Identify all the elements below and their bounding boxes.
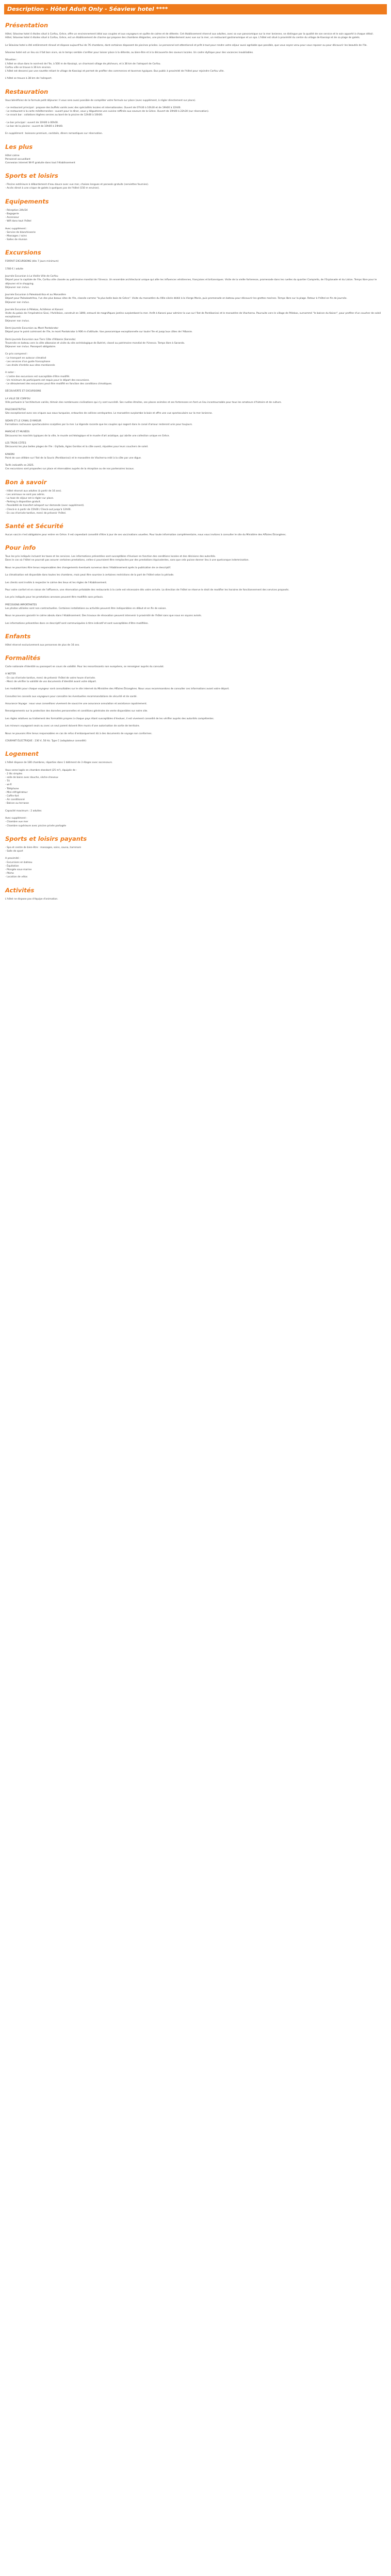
paragraph: [5, 393, 386, 397]
paragraph: A NOTER: [5, 673, 16, 676]
paragraph: [5, 813, 386, 817]
section-title: Excursions: [5, 249, 41, 257]
paragraph: - 2 lits simples: [5, 772, 23, 775]
section-title: Sports et loisirs: [5, 172, 58, 180]
paragraph: [5, 334, 386, 337]
spacer: [5, 386, 386, 389]
paragraph: - Les services d'un guide francophone: [5, 360, 51, 363]
paragraph: Situation :: [5, 59, 18, 62]
paragraph: Les mineurs voyageant seuls ou avec un seul parent doivent être munis d'une autorisation de sortie de territoire.: [5, 725, 140, 728]
paragraph: [5, 290, 386, 293]
paragraph: Les règles relatives au traitement des formalités propres à chaque pays étant susceptibles d'évoluer, il est vivement conseillé de les vérifier auprès des autorités compétentes.: [5, 717, 215, 720]
paragraph: [5, 577, 386, 581]
paragraph: Journée Excursion à Paleokastritsa et au Monastère: [5, 294, 66, 297]
paragraph: Déjeuner non inclus.: [5, 301, 30, 304]
paragraph: Déjeuner non inclus.: [5, 286, 30, 289]
paragraph: - Balcon ou terrasse: [5, 802, 29, 805]
paragraph: [5, 416, 386, 419]
section: [0, 386, 391, 471]
paragraph: Séaview hotel est un lieu où il fait bon vivre, où le temps semble s'arrêter pour laisser place à la détente, au bien-être et à la découverte des saveurs locales. Un cadre idyllique pour des vacances inoubliables.: [5, 51, 254, 54]
section-title: Les plus: [5, 143, 33, 150]
paragraph: Site exceptionnel avec ses criques aux eaux turquoise, entourées de collines verdoyantes. Le monastère surplombe la baie et offre une vue spectaculaire sur la mer Ionienne.: [5, 412, 213, 415]
paragraph: - Spa et centre de bien-être : massages, soins, sauna, hammam: [5, 846, 82, 849]
paragraph: - Chambre vue mer: [5, 821, 28, 824]
paragraph: - Hôtel réservé aux adultes (à partir de 16 ans).: [5, 489, 62, 493]
paragraph: - Check-in à partir de 15h00 / Check-out jusqu'à 12h00.: [5, 508, 72, 511]
paragraph: [5, 714, 386, 717]
paragraph: - Location de vélos: [5, 876, 28, 879]
paragraph: 1780 € / adulte: [5, 267, 24, 270]
section: [0, 887, 391, 901]
section-title: Logement: [5, 750, 39, 758]
paragraph: [5, 728, 386, 732]
section: [0, 654, 391, 743]
paragraph: [5, 223, 386, 227]
paragraph: [5, 736, 386, 739]
paragraph: [5, 765, 386, 768]
paragraph: - Équitation: [5, 865, 19, 868]
paragraph: [5, 304, 386, 308]
paragraph: [5, 323, 386, 327]
paragraph: Traversée en bateau vers la côte albanaise et visite du site archéologique de Butrint, classé au patrimoine mondial de l'Unesco. Temps libre à Saranda.: [5, 342, 185, 345]
paragraph: - La taxe de séjour est à régler sur place.: [5, 497, 54, 500]
paragraph: [5, 367, 386, 371]
paragraph: Avec supplément :: [5, 227, 27, 230]
paragraph: [5, 721, 386, 724]
paragraph: - En cas d'arrivée tardive, merci de prévenir l'hôtel.: [5, 512, 67, 515]
paragraph: Vous serez logés en chambre standard (25 m²), équipée de :: [5, 769, 77, 772]
paragraph: Connexion internet Wi-Fi gratuite dans tout l'établissement: [5, 161, 75, 164]
paragraph: L'hôtel se situe dans le nord-est de l'île, à 500 m de Kassiopi, un charmant village de pêcheurs, et à 38 km de l'aéroport de Corfou.: [5, 62, 161, 65]
paragraph: Avec supplément :: [5, 817, 27, 820]
paragraph: Visite du palais de l'impératrice Sissi, l'Achilleion, construit en 1890, entouré de magnifiques jardins surplombant la mer. Arrêt à Kanoni pour admirer la vue sur l'îlot de Pontikonissi et le monastère de Vlacherna. Poursuite vers le village de Pélekas, surnommé "le balcon du Kaiser", pour profiter d'un coucher de soleil exceptionnel.: [5, 312, 381, 319]
paragraph: [5, 618, 386, 622]
paragraph: Carte nationale d'identité ou passeport en cours de validité. Pour les ressortissants non européens, se renseigner auprès du consulat.: [5, 666, 165, 669]
section: [0, 249, 391, 386]
paragraph: Journée Excursion à La Vieille Ville de Corfou: [5, 275, 58, 278]
paragraph: [5, 40, 386, 43]
section-title: Présentation: [5, 22, 48, 29]
paragraph: Capacité maximum : 2 adultes: [5, 809, 42, 812]
paragraph: Découvrez les plus belles plages de l'île : Glyfada, Agios Gordios et la côte ouest, réputées pour leurs couchers de soleil.: [5, 446, 149, 449]
paragraph: SIDARI ET LE CANAL D'AMOUR: [5, 419, 41, 422]
paragraph: Hôtel calme: [5, 154, 20, 157]
paragraph: L'hôtel est desservi par une navette reliant le village de Kassiopi et permet de profiter des commerces et tavernes typiques. Bus public à proximité de l'hôtel pour rejoindre Corfou ville.: [5, 70, 224, 73]
paragraph: Assurance Voyage : nous vous conseillons vivement de souscrire une assurance annulation et assistance rapatriement.: [5, 703, 148, 706]
paragraph: - Un minimum de participants est requis pour le départ des excursions.: [5, 379, 90, 382]
paragraph: - Bagagerie: [5, 212, 19, 215]
paragraph: [5, 600, 386, 603]
section-title: Formalités: [5, 654, 41, 662]
paragraph: [5, 449, 386, 452]
paragraph: Les clients sont invités à respecter le calme des lieux et les règles de l'établissement.: [5, 581, 107, 584]
paragraph: - Possibilité de transfert aéroport sur demande (avec supplément).: [5, 504, 85, 507]
paragraph: Corfou ville se trouve à 36 km environ.: [5, 66, 52, 69]
paragraph: [5, 73, 386, 77]
paragraph: - Massages / soins: [5, 234, 27, 238]
section: [0, 479, 391, 515]
section: [0, 143, 391, 165]
paragraph: [5, 128, 386, 132]
paragraph: - Salle de sport: [5, 850, 23, 853]
section-title: Restauration: [5, 88, 48, 95]
paragraph: Hôtel, Séaview hotel 4 étoiles situé à Corfou, Grèce, est un établissement de charme qui propose des chambres élégantes, une piscine à débordement avec vue sur la mer, un restaurant gastronomique et un spa. L'hôtel est situé à proximité du centre du village de Kassiopi et de sa plage de galets.: [5, 37, 361, 40]
paragraph: Consultez les conseils aux voyageurs pour connaître les éventuelles recommandations de sécurité et de santé.: [5, 695, 137, 698]
paragraph: - Les animaux ne sont pas admis.: [5, 493, 45, 496]
paragraph: Ce prix comprend :: [5, 353, 28, 356]
section-title: Activités: [5, 886, 35, 894]
paragraph: [5, 47, 386, 51]
paragraph: Point de vue célèbre sur l'îlot de la Souris (Pontikonissi) et le monastère de Vlacherna relié à la côte par une digue.: [5, 456, 142, 460]
paragraph: Nous ne pouvons garantir le calme absolu dans l'établissement. Des travaux de rénovation peuvent intervenir à proximité de l'hôtel sans que nous en soyons avisés.: [5, 615, 202, 618]
paragraph: - Accès direct à une crique de galets à quelques pas de l'hôtel (150 m environ).: [5, 187, 100, 190]
paragraph: - Ascenseur: [5, 216, 19, 219]
paragraph: Formations rocheuses spectaculaires sculptées par la mer. La légende raconte que les couples qui nagent dans le canal d'amour resteront unis pour toujours.: [5, 423, 193, 426]
paragraph: Les photos utilisées sont non contractuelles. Certaines installations ou activités peuvent être indisponibles en début et en fin de saison.: [5, 607, 167, 610]
paragraph: [5, 271, 386, 275]
section: [0, 750, 391, 828]
paragraph: PALEOKASTRITSA: [5, 409, 26, 412]
paragraph: [5, 669, 386, 672]
paragraph: Départ pour Paleokastritsa, l'un des plus beaux sites de l'île, classée comme "la plus belle baie de Grèce". Visite du monastère du XIIIe siècle dédié à la Vierge Marie, puis promenade en bateau pour découvrir les grottes marines. Temps libre sur la plage. Retour à l'hôtel en fin de journée.: [5, 297, 348, 300]
paragraph: Déjeuner non inclus.: [5, 319, 30, 323]
paragraph: Ces excursions sont proposées sur place et réservables auprès de la réception ou de nos partenaires locaux.: [5, 468, 135, 471]
paragraph: En supplément : boissons premium, cocktails, dîners romantiques sur réservation.: [5, 132, 103, 135]
paragraph: Départ pour le point culminant de l'île, le mont Pantokrator à 906 m d'altitude. Vue panoramique exceptionnelle sur toute l'île et jusqu'aux côtes de l'Albanie.: [5, 331, 193, 334]
paragraph: - Merci de vérifier la validité de vos documents d'identité avant votre départ.: [5, 680, 97, 683]
section-title: Santé et Sécurité: [5, 522, 63, 530]
paragraph: [5, 438, 386, 442]
paragraph: Journée Excursion à Pélekas, Achilleion et Kanoni: [5, 308, 63, 311]
paragraph: - En cas d'arrivée tardive, merci de prévenir l'hôtel de votre heure d'arrivée.: [5, 676, 96, 680]
paragraph: [5, 706, 386, 709]
paragraph: MARCHÉ ET MUSÉES: [5, 431, 30, 434]
paragraph: [5, 404, 386, 408]
paragraph: - salle de bains avec douche, sèche-cheveux: [5, 776, 58, 779]
paragraph: A proximité :: [5, 857, 21, 860]
paragraph: COURANT ÉLECTRIQUE : 230 V, 50 Hz. Type C (adaptateur conseillé): [5, 740, 87, 743]
paragraph: - Téléphone: [5, 787, 19, 790]
paragraph: - Excursions en bateau: [5, 861, 32, 864]
paragraph: - Le restaurant principal : propose des buffets variés avec des spécialités locales et internationales. Ouvert de 07h30 à 10h30 et de 19h00 à 22h00.: [5, 106, 182, 109]
paragraph: Découvrez les marchés typiques de la ville, le musée archéologique et le musée d'art asiatique, qui abrite une collection unique en Grèce.: [5, 434, 170, 437]
section: [0, 835, 391, 879]
paragraph: - Plongée sous-marine: [5, 869, 32, 872]
paragraph: [5, 570, 386, 573]
paragraph: - Pêche: [5, 872, 14, 875]
paragraph: Nous ne pouvons être tenus responsables en cas de refus d'embarquement dû à des documents de voyage non conformes.: [5, 732, 152, 735]
paragraph: - L'ordre des excursions est susceptible d'être modifié.: [5, 375, 70, 378]
paragraph: Aucun vaccin n'est obligatoire pour entrer en Grèce. Il est cependant conseillé d'être à jour de ses vaccinations usuelles. Pour toute information complémentaire, nous vous invitons à consulter le site du Ministère des Affaires Étrangères.: [5, 533, 286, 536]
paragraph: - Le transport en autocar climatisé: [5, 357, 46, 360]
paragraph: - TV: [5, 780, 10, 783]
paragraph: - Le déroulement des excursions peut être modifié en fonction des conditions climatiques.: [5, 382, 112, 385]
paragraph: - Mini-réfrigérateur: [5, 791, 28, 794]
paragraph: Départ pour la capitale de l'île, Corfou ville classée au patrimoine mondial de l'Unesco. Un ensemble architectural unique qui allie les influences vénitiennes, françaises et britanniques. Visite de la vieille forteresse, promenade dans les ruelles du quartier Campiello, de l'Esplanade et du Liston. Temps libre pour le déjeuner et le shopping.: [5, 279, 377, 285]
paragraph: [5, 55, 386, 58]
paragraph: [5, 806, 386, 809]
paragraph: [5, 103, 386, 106]
paragraph: [5, 585, 386, 588]
paragraph: [5, 264, 386, 267]
paragraph: Vous bénéficiez de la formule petit déjeuner. Il vous sera aussi possible de compléter votre formule sur place (avec supplément, à régler directement sur place).: [5, 99, 196, 102]
paragraph: Tous les prix indiqués incluent les taxes et les services. Les informations présentées sont susceptibles d'évoluer en fonction des conditions locales et des décisions des autorités.: [5, 555, 216, 558]
paragraph: - Wifi dans tout l'hôtel: [5, 220, 31, 223]
paragraph: Hôtel réservé exclusivement aux personnes de plus de 16 ans.: [5, 643, 80, 647]
paragraph: - Air conditionné: [5, 799, 25, 802]
paragraph: - Les droits d'entrée aux sites mentionnés: [5, 364, 55, 367]
paragraph: Les modalités pour chaque voyageur sont consultables sur le site internet du Ministère des Affaires Étrangères. Nous vous recommandons de consulter ces informations avant votre départ.: [5, 688, 230, 691]
section: [0, 172, 391, 190]
paragraph: - Parking à disposition gratuit.: [5, 501, 41, 504]
section: [0, 198, 391, 242]
paragraph: [5, 699, 386, 702]
paragraph: Dans le cas où l'hôtel ne pourrait pas assurer certaines prestations, celles-ci pourraient être remplacées par des prestations équivalentes, sans que cela puisse donner lieu à une quelconque indemnisation.: [5, 559, 249, 562]
paragraph: - Piscine extérieure à débordement d'eau douce avec vue mer, chaises longues et parasols gratuits (serviettes fournies).: [5, 183, 149, 187]
section-title: Bon à savoir: [5, 478, 47, 486]
paragraph: [5, 563, 386, 566]
paragraph: - Réception 24h/24: [5, 209, 28, 212]
paragraph: [5, 427, 386, 430]
section: [0, 88, 391, 136]
paragraph: A noter :: [5, 371, 15, 375]
paragraph: Nous ne pourrions être tenus responsables des changements éventuels survenus dans l'établissement après la publication de ce descriptif.: [5, 566, 171, 569]
section: [0, 22, 391, 81]
paragraph: Personnel accueillant: [5, 158, 30, 161]
paragraph: Tarifs indicatifs en 2025.: [5, 464, 35, 467]
section-title: Equipements: [5, 197, 49, 205]
paragraph: LES TROIS CÔTES: [5, 442, 26, 445]
paragraph: Pour votre confort et en raison de l'affluence, une réservation préalable des restaurants à la carte est nécessaire dès votre arrivée. La direction de l'hôtel se réserve le droit de modifier les horaires de fonctionnement des services proposés.: [5, 588, 289, 591]
section: [0, 544, 391, 625]
paragraph: La climatisation est disponible dans toutes les chambres, mais peut être soumise à certaines restrictions de la part de l'hôtel selon la période.: [5, 574, 174, 577]
paragraph: Ville portuaire à l'architecture variée, témoin des nombreuses civilisations qui s'y sont succédé. Ses ruelles étroites, ses places animées et ses forteresses en font un lieu incontournable pour tous les amateurs d'histoire et de culture.: [5, 401, 282, 404]
paragraph: L'hôtel dispose de 180 chambres, réparties dans 1 bâtiment de 3 étages avec ascenseurs.: [5, 761, 113, 765]
paragraph: Hôtel, Séaview hotel 4 étoiles situé à Corfou, Grèce, offre un environnement idéal aux couples et aux voyageurs en quête de calme et de détente. Cet établissement réservé aux adultes, avec sa vue panoramique sur la mer Ionienne, se distingue par la qualité de son service et le soin apporté à chaque détail.: [5, 33, 374, 36]
paragraph: Déjeuner non inclus. Passeport obligatoire.: [5, 345, 56, 348]
paragraph: [5, 592, 386, 596]
paragraph: [5, 684, 386, 687]
paragraph: - Le snack bar : collations légères servies au bord de la piscine de 12h00 à 16h00.: [5, 114, 103, 117]
section-title: Sports et loisirs payants: [5, 835, 87, 842]
paragraph: L'hôtel se trouve à 38 km de l'aéroport.: [5, 77, 52, 80]
section-title: Enfants: [5, 632, 31, 640]
paragraph: [5, 349, 386, 352]
section-title: Pour info: [5, 544, 36, 552]
paragraph: - wi-fi: [5, 784, 12, 787]
paragraph: [5, 611, 386, 614]
paragraph: - Le bar principal : ouvert de 10h00 à 00h00.: [5, 121, 59, 124]
paragraph: L'hôtel ne dispose pas d'équipe d'animation.: [5, 897, 58, 901]
paragraph: [5, 853, 386, 857]
paragraph: Renseignements sur la protection des données personnelles et conditions générales de vente disponibles sur notre site.: [5, 710, 148, 713]
paragraph: FORFAIT EXCURSIONS (dès 7 jours minimum): [5, 260, 59, 263]
paragraph: Les informations présentées dans ce descriptif sont communiquées à titre indicatif et sont susceptibles d'être modifiées.: [5, 622, 149, 625]
paragraph: KANONI: [5, 453, 14, 456]
paragraph: Les prix indiqués pour les prestations annexes peuvent être modifiés sans préavis.: [5, 596, 104, 599]
paragraph: Le Séaview hotel a été entièrement rénové et dispose aujourd'hui de 76 chambres, dont certaines disposent de piscines privées. Le personnel est attentionné et prêt à tout pour rendre votre séjour aussi agréable que possible, que vous soyez venu pour vous reposer ou pour découvrir les beautés de l'île.: [5, 44, 368, 47]
paragraph: - Coffre-fort: [5, 795, 19, 798]
paragraph: DÉCOUVERTE ET EXCURSIONS: [5, 390, 41, 393]
paragraph: - Service de blanchisserie: [5, 231, 36, 234]
paragraph: - Le bar de la piscine : ouvert de 10h00 à 19h00.: [5, 125, 63, 128]
section: [0, 633, 391, 647]
paragraph: LA VILLE DE CORFOU: [5, 397, 30, 400]
paragraph: PRÉCISIONS IMPORTANTES: [5, 603, 37, 606]
paragraph: Demi-journée Excursion aux Tiers Côte d'Albanie (Saranda): [5, 338, 76, 341]
paragraph: [5, 117, 386, 121]
description-banner: Description - Hôtel Adult Only - Séaview hotel ****: [4, 4, 387, 14]
paragraph: - Salles de réunion: [5, 239, 27, 242]
paragraph: - Le restaurant à la carte méditerranéen : ouvert pour le dîner, vous y dégusterez une cuisine raffinée aux saveurs de la Grèce. Ouvert de 19h00 à 22h30 (sur réservation).: [5, 110, 209, 113]
paragraph: - Chambre supérieure avec piscine privée partagée: [5, 824, 67, 827]
paragraph: [5, 691, 386, 694]
content: [0, 22, 391, 901]
paragraph: Demi-journée Excursion au Mont Pantokrator: [5, 327, 59, 330]
paragraph: [5, 460, 386, 464]
section: [0, 522, 391, 537]
